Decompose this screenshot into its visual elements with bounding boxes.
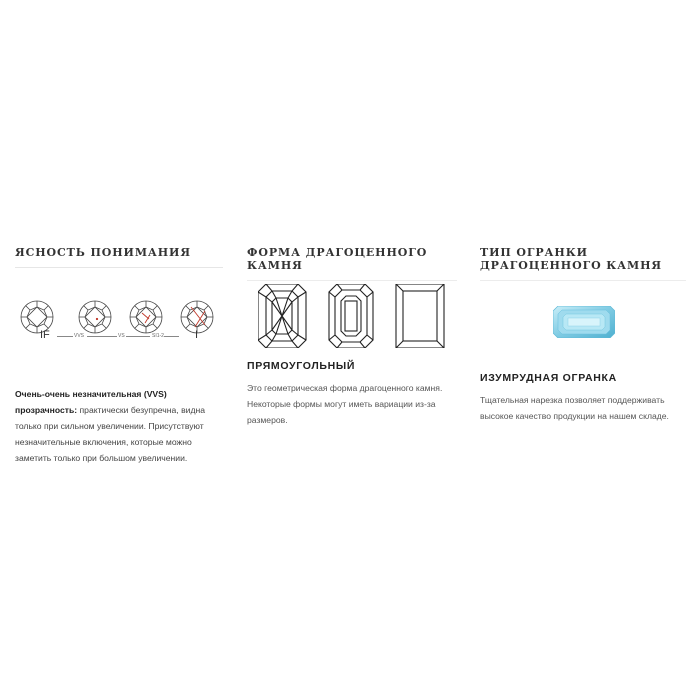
clarity-section: [15, 246, 223, 463]
cut-title: ТИП ОГРАНКИ ДРАГОЦЕННОГО КАМНЯ: [480, 246, 686, 281]
emerald-shape-icons: [258, 284, 448, 348]
clarity-description-text: практически безупречна, видна только при сильном увеличении. Присутствуют незначительные включения, которые можно заметить только при большом увеличении.: [15, 404, 205, 463]
shape-title: ФОРМА ДРАГОЦЕННОГО КАМНЯ: [247, 246, 457, 281]
cut-section: [480, 246, 686, 421]
emerald-cut-gem-icon: [553, 306, 615, 338]
clarity-description-bold: Очень-очень незначительная (VVS) прозрачность:: [15, 388, 167, 415]
cut-description: Тщательная нарезка позволяет поддерживать высокое качество продукции на нашем складе.: [480, 395, 669, 421]
clarity-scale-mark: VVS: [74, 333, 85, 339]
clarity-scale-end: I: [195, 329, 199, 341]
shape-description: Это геометрическая форма драгоценного камня. Некоторые формы могут иметь вариации из-за размеров.: [247, 383, 443, 425]
cut-name: ИЗУМРУДНАЯ ОГРАНКА: [480, 372, 617, 384]
clarity-scale-mark: VS: [118, 333, 125, 339]
clarity-scale-mark: SI1-2: [152, 333, 164, 339]
scale-divider: [87, 336, 117, 337]
scale-divider: [126, 336, 150, 337]
scale-divider: [57, 336, 73, 337]
clarity-title: ЯСНОСТЬ ПОНИМАНИЯ: [15, 246, 223, 268]
clarity-scale: [15, 329, 215, 343]
scale-divider: [164, 336, 179, 337]
shape-name: ПРЯМОУГОЛЬНЫЙ: [247, 360, 356, 372]
shape-section: [247, 246, 457, 425]
clarity-diamonds-icon: [19, 284, 219, 354]
clarity-scale-start: IF: [40, 329, 50, 341]
clarity-description: [15, 386, 223, 466]
